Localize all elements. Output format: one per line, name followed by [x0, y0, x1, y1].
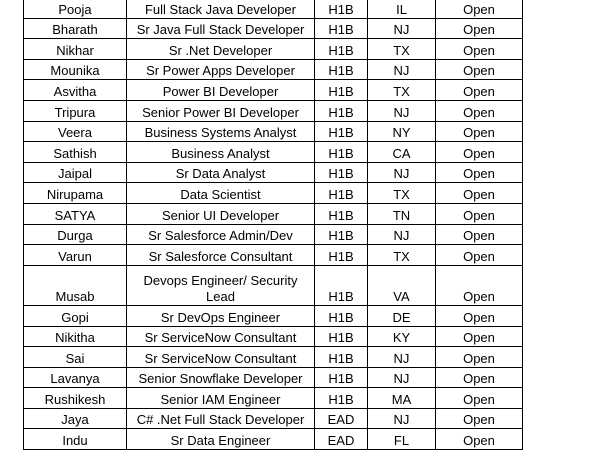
name-cell[interactable]: Sathish — [24, 142, 127, 163]
state-cell[interactable]: MA — [368, 388, 436, 409]
role-cell[interactable]: Sr Salesforce Admin/Dev — [127, 224, 315, 245]
state-cell[interactable]: NJ — [368, 408, 436, 429]
role-cell[interactable]: Senior UI Developer — [127, 203, 315, 224]
status-cell[interactable]: Open — [436, 142, 523, 163]
state-cell[interactable]: FL — [368, 429, 436, 450]
state-cell[interactable]: NJ — [368, 367, 436, 388]
status-cell[interactable]: Open — [436, 59, 523, 80]
status-cell[interactable]: Open — [436, 388, 523, 409]
table-row — [24, 347, 523, 368]
role-cell[interactable]: Business Systems Analyst — [127, 121, 315, 142]
table-row — [24, 367, 523, 388]
table-row — [24, 59, 523, 80]
visa-cell[interactable]: H1B — [315, 142, 368, 163]
visa-cell[interactable]: H1B — [315, 245, 368, 266]
visa-cell[interactable]: H1B — [315, 367, 368, 388]
name-cell[interactable]: Jaya — [24, 408, 127, 429]
visa-cell[interactable]: H1B — [315, 121, 368, 142]
status-cell[interactable]: Open — [436, 265, 523, 305]
role-cell[interactable]: Devops Engineer/ Security Lead — [127, 265, 315, 305]
name-cell[interactable]: Sai — [24, 347, 127, 368]
status-cell[interactable]: Open — [436, 429, 523, 450]
state-cell[interactable]: NJ — [368, 18, 436, 39]
name-cell[interactable]: Gopi — [24, 305, 127, 326]
visa-cell[interactable]: H1B — [315, 100, 368, 121]
table-row — [24, 80, 523, 101]
state-cell[interactable]: VA — [368, 265, 436, 305]
table-row — [24, 39, 523, 60]
name-cell[interactable]: Durga — [24, 224, 127, 245]
role-cell[interactable]: Business Analyst — [127, 142, 315, 163]
name-cell[interactable]: Jaipal — [24, 162, 127, 183]
role-cell[interactable]: Sr ServiceNow Consultant — [127, 326, 315, 347]
visa-cell[interactable]: H1B — [315, 162, 368, 183]
role-cell[interactable]: Senior IAM Engineer — [127, 388, 315, 409]
table-row — [24, 0, 523, 18]
table-row — [24, 245, 523, 266]
name-cell[interactable]: Veera — [24, 121, 127, 142]
state-cell[interactable]: NJ — [368, 162, 436, 183]
role-cell[interactable]: Full Stack Java Developer — [127, 0, 315, 18]
name-cell[interactable]: Varun — [24, 245, 127, 266]
role-cell[interactable]: Sr Java Full Stack Developer — [127, 18, 315, 39]
table-row — [24, 18, 523, 39]
table-row — [24, 203, 523, 224]
visa-cell[interactable]: EAD — [315, 408, 368, 429]
status-cell[interactable]: Open — [436, 18, 523, 39]
status-cell[interactable]: Open — [436, 347, 523, 368]
role-cell[interactable]: Sr DevOps Engineer — [127, 305, 315, 326]
table-row — [24, 100, 523, 121]
name-cell[interactable]: Lavanya — [24, 367, 127, 388]
state-cell[interactable]: TX — [368, 80, 436, 101]
state-cell[interactable]: NJ — [368, 224, 436, 245]
visa-cell[interactable]: H1B — [315, 0, 368, 18]
visa-cell[interactable]: H1B — [315, 59, 368, 80]
candidate-table-body — [24, 0, 523, 450]
status-cell[interactable]: Open — [436, 203, 523, 224]
status-cell[interactable]: Open — [436, 121, 523, 142]
role-cell[interactable]: Sr Data Engineer — [127, 429, 315, 450]
table-row — [24, 121, 523, 142]
state-cell[interactable]: NY — [368, 121, 436, 142]
table-row — [24, 224, 523, 245]
name-cell[interactable]: SATYA — [24, 203, 127, 224]
visa-cell[interactable]: H1B — [315, 265, 368, 305]
name-cell[interactable]: Indu — [24, 429, 127, 450]
visa-cell[interactable]: H1B — [315, 203, 368, 224]
status-cell[interactable]: Open — [436, 326, 523, 347]
name-cell[interactable]: Nirupama — [24, 183, 127, 204]
table-row — [24, 142, 523, 163]
visa-cell[interactable]: H1B — [315, 347, 368, 368]
role-cell[interactable]: Sr Data Analyst — [127, 162, 315, 183]
state-cell[interactable]: NJ — [368, 59, 436, 80]
state-cell[interactable]: TX — [368, 183, 436, 204]
visa-cell[interactable]: H1B — [315, 388, 368, 409]
state-cell[interactable]: CA — [368, 142, 436, 163]
role-cell[interactable]: Sr ServiceNow Consultant — [127, 347, 315, 368]
visa-cell[interactable]: H1B — [315, 80, 368, 101]
name-cell[interactable]: Nikitha — [24, 326, 127, 347]
role-cell[interactable]: Sr Salesforce Consultant — [127, 245, 315, 266]
role-cell[interactable]: Sr .Net Developer — [127, 39, 315, 60]
status-cell[interactable]: Open — [436, 245, 523, 266]
role-cell[interactable]: Power BI Developer — [127, 80, 315, 101]
state-cell[interactable]: DE — [368, 305, 436, 326]
status-cell[interactable]: Open — [436, 0, 523, 18]
role-cell[interactable]: Senior Snowflake Developer — [127, 367, 315, 388]
table-row — [24, 388, 523, 409]
name-cell[interactable]: Tripura — [24, 100, 127, 121]
visa-cell[interactable]: H1B — [315, 224, 368, 245]
role-cell[interactable]: Data Scientist — [127, 183, 315, 204]
state-cell[interactable]: TX — [368, 39, 436, 60]
role-cell[interactable]: Sr Power Apps Developer — [127, 59, 315, 80]
state-cell[interactable]: IL — [368, 0, 436, 18]
status-cell[interactable]: Open — [436, 224, 523, 245]
name-cell[interactable]: Rushikesh — [24, 388, 127, 409]
status-cell[interactable]: Open — [436, 39, 523, 60]
visa-cell[interactable]: H1B — [315, 326, 368, 347]
name-cell[interactable]: Pooja — [24, 0, 127, 18]
name-cell[interactable]: Mounika — [24, 59, 127, 80]
state-cell[interactable]: NJ — [368, 100, 436, 121]
status-cell[interactable]: Open — [436, 367, 523, 388]
candidate-table — [23, 0, 523, 450]
state-cell[interactable]: NJ — [368, 347, 436, 368]
status-cell[interactable]: Open — [436, 305, 523, 326]
state-cell[interactable]: TX — [368, 245, 436, 266]
state-cell[interactable]: TN — [368, 203, 436, 224]
table-row — [24, 429, 523, 450]
name-cell[interactable]: Bharath — [24, 18, 127, 39]
visa-cell[interactable]: H1B — [315, 305, 368, 326]
table-row — [24, 265, 523, 305]
name-cell[interactable]: Asvitha — [24, 80, 127, 101]
status-cell[interactable]: Open — [436, 408, 523, 429]
status-cell[interactable]: Open — [436, 162, 523, 183]
role-cell[interactable]: C# .Net Full Stack Developer — [127, 408, 315, 429]
table-row — [24, 305, 523, 326]
table-row — [24, 183, 523, 204]
visa-cell[interactable]: H1B — [315, 183, 368, 204]
status-cell[interactable]: Open — [436, 183, 523, 204]
visa-cell[interactable]: H1B — [315, 18, 368, 39]
table-row — [24, 408, 523, 429]
status-cell[interactable]: Open — [436, 100, 523, 121]
name-cell[interactable]: Nikhar — [24, 39, 127, 60]
table-row — [24, 162, 523, 183]
visa-cell[interactable]: H1B — [315, 39, 368, 60]
table-row — [24, 326, 523, 347]
name-cell[interactable]: Musab — [24, 265, 127, 305]
visa-cell[interactable]: EAD — [315, 429, 368, 450]
role-cell[interactable]: Senior Power BI Developer — [127, 100, 315, 121]
status-cell[interactable]: Open — [436, 80, 523, 101]
state-cell[interactable]: KY — [368, 326, 436, 347]
